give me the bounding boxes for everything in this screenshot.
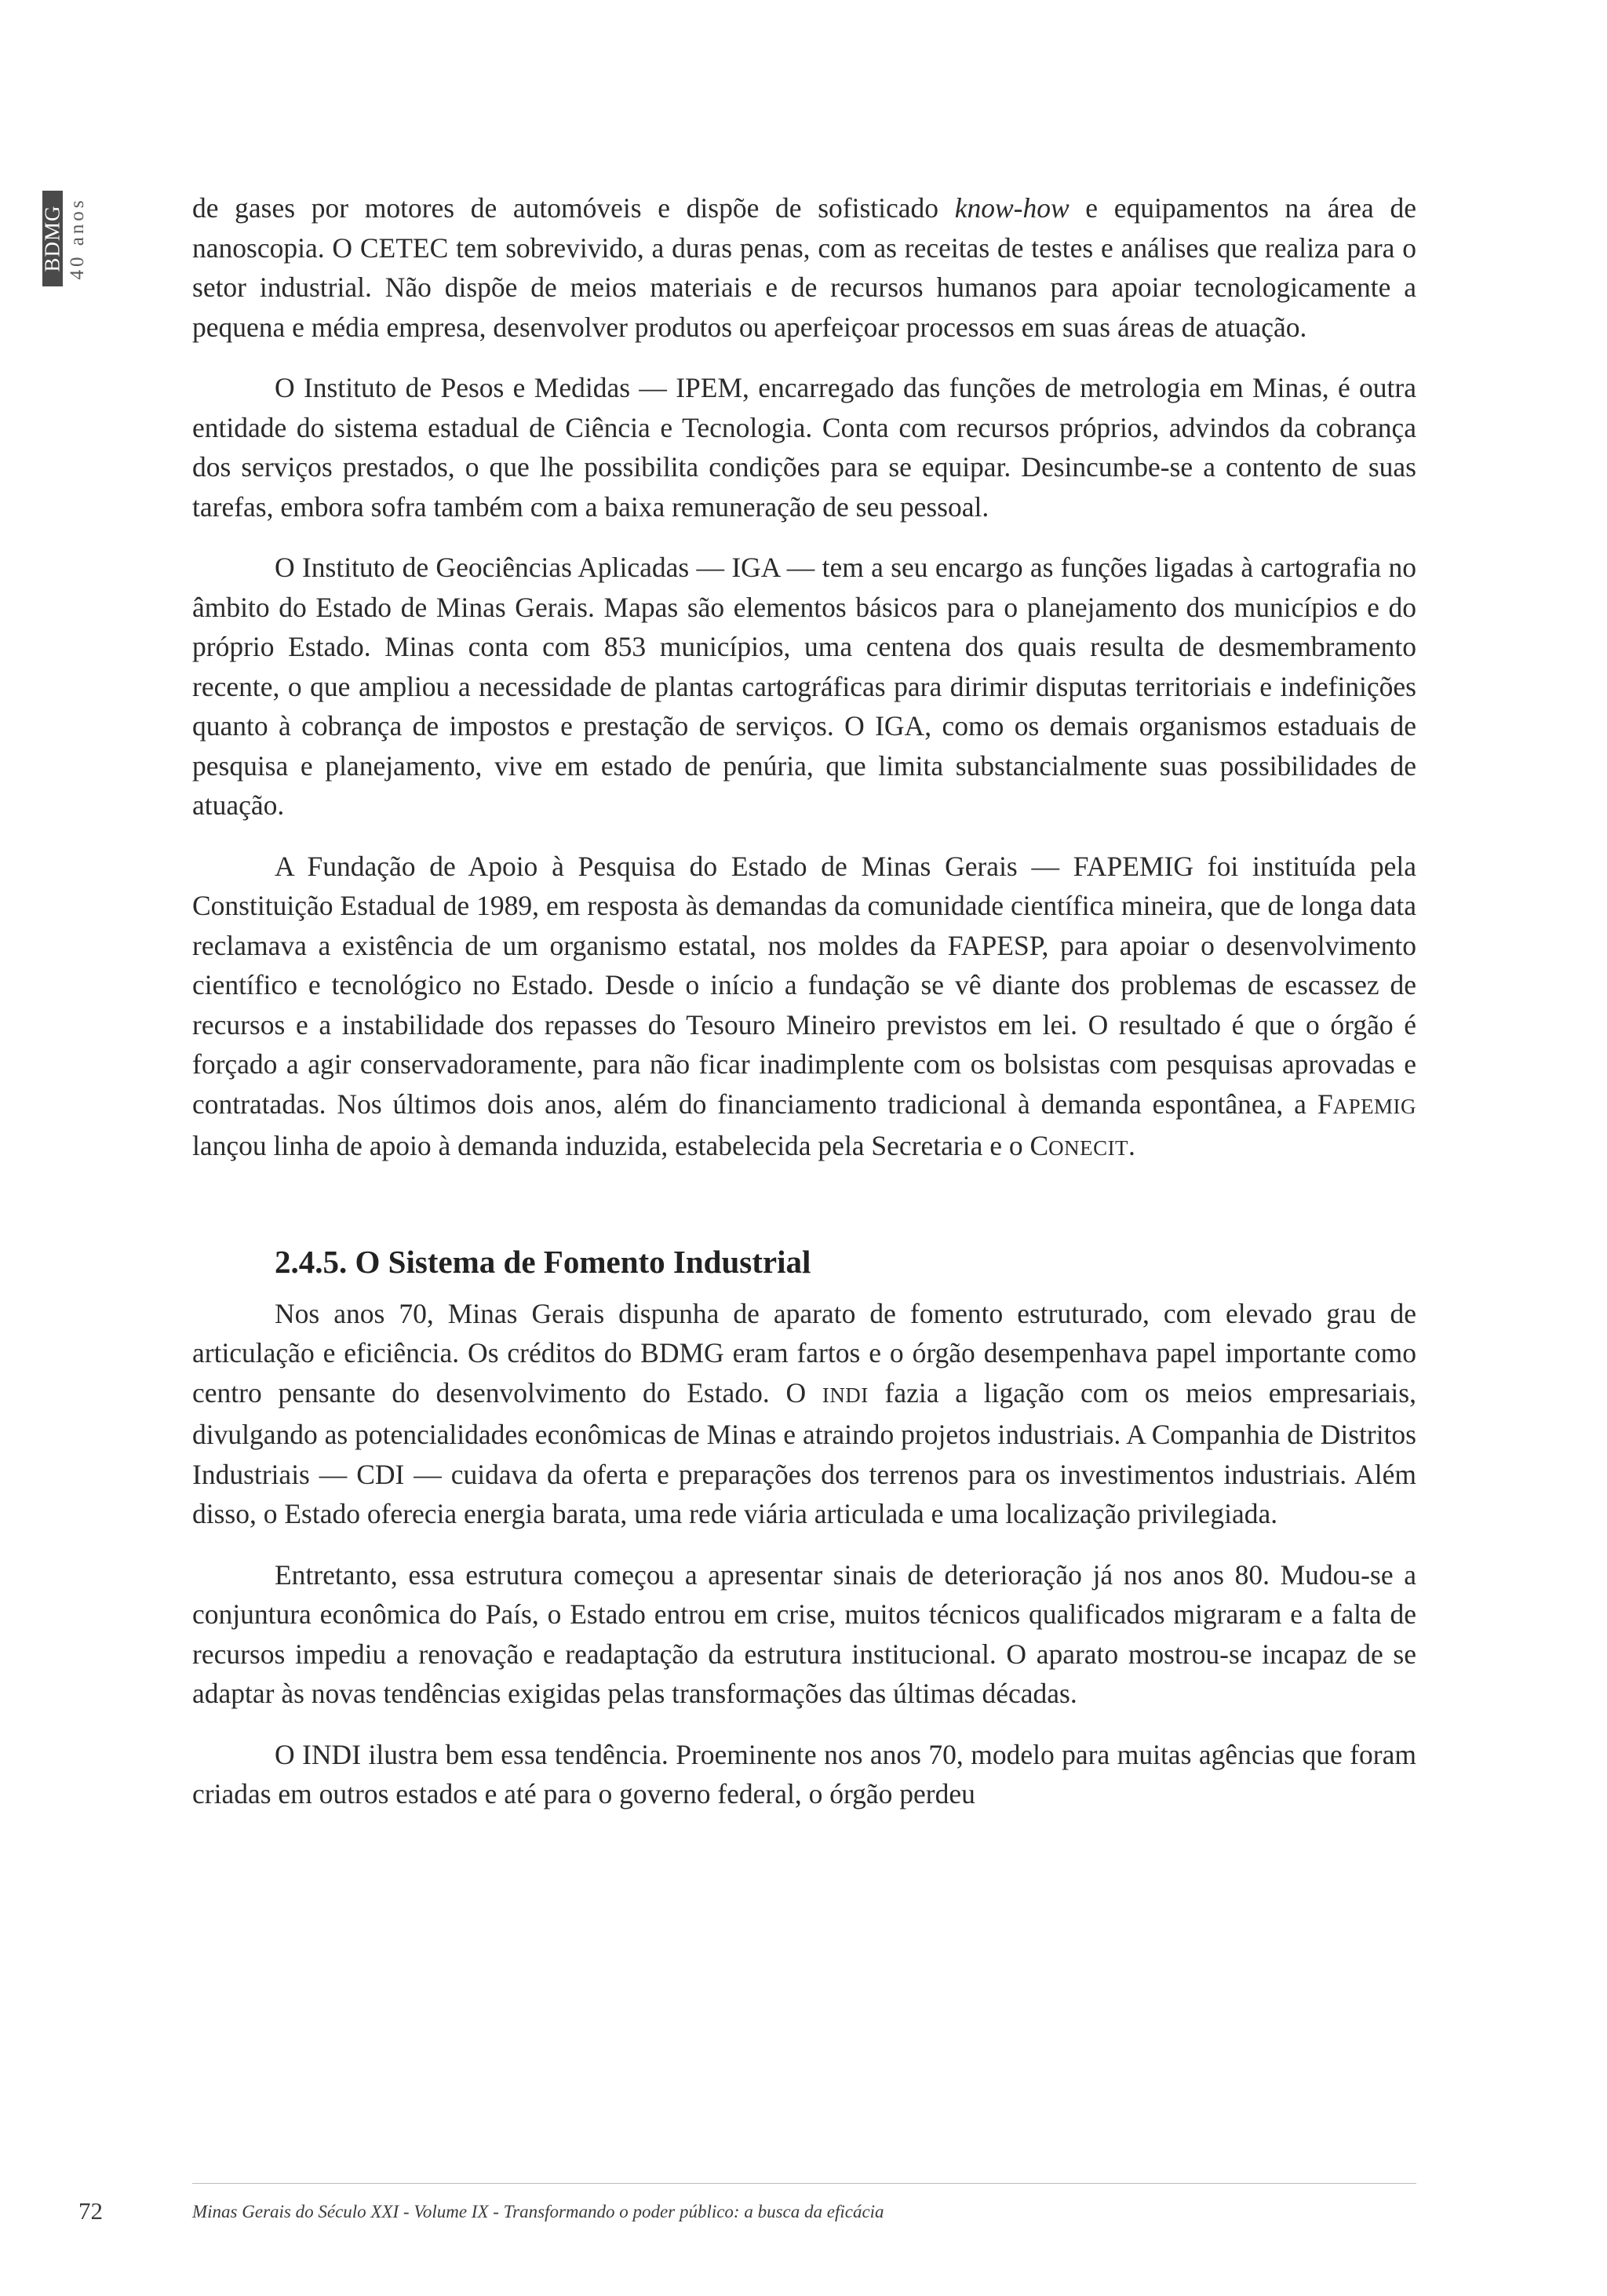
text-run: 2.4.5. O Sistema de Fomento Industrial (275, 1243, 811, 1280)
text-run: C (1029, 1130, 1049, 1161)
text-run: ONECIT (1048, 1136, 1129, 1160)
footer-rule (192, 2183, 1416, 2184)
paragraph-fapemig (192, 847, 1416, 1168)
text-run: O Instituto de Geociências Aplicadas — IGA — tem a seu encargo as funções ligadas à cartografia no âmbito do Estado de Minas Gerais. Mapas são elementos básicos para o planejamento dos municípios e do próprio Estado. Minas conta com 853 municípios, uma centena dos quais resulta de desmembramento recente, o que ampliou a necessidade de plantas cartográficas para dirimir disputas territoriais e indefinições quanto à cobrança de impostos e prestação de serviços. O IGA, como os demais organismos estaduais de pesquisa e planejamento, vive em estado de penúria, que limita substancialmente suas possibilidades de atuação. (192, 552, 1416, 821)
page-number: 72 (78, 2197, 103, 2225)
text-run: Entretanto, essa estrutura começou a apresentar sinais de deterioração já nos anos 80. Mudou-se a conjuntura econômica do País, o Estado entrou em crise, muitos técnicos qualificados migraram e a falta de recursos impediu a renovação e readaptação da estrutura institucional. O aparato mostrou-se incapaz de se adaptar às novas tendências exigidas pelas transformações das últimas décadas. (192, 1558, 1416, 1709)
paragraph-cetec (192, 188, 1416, 347)
text-run: fazia a ligação com os meios empresariais, divulgando as potencialidades econômicas de Minas e atraindo projetos industriais. A Companhia de Distritos Industriais — CDI — cuidava da oferta e preparações dos terrenos para os investimentos industriais. Além disso, o Estado oferecia energia barata, uma rede viária articulada e uma localização privilegiada. (192, 1376, 1416, 1529)
text-run: O Instituto de Pesos e Medidas — IPEM, encarregado das funções de metrologia em Minas, é outra entidade do sistema estadual de Ciência e Tecnologia. Conta com recursos próprios, advindos da cobrança dos serviços prestados, o que lhe possibilita condições para se equipar. Desincumbe-se a contento de suas tarefas, embora sofra também com a baixa remuneração de seu pessoal. (192, 372, 1416, 523)
paragraph-fomento-70s (192, 1294, 1416, 1534)
section-heading (275, 1241, 1416, 1283)
text-run: INDI (822, 1383, 869, 1407)
text-run: APEMIG (1332, 1094, 1416, 1118)
sidebar-years-block (67, 191, 88, 286)
paragraph-deterioracao (192, 1555, 1416, 1714)
paragraph-iga (192, 548, 1416, 825)
sidebar-mark (40, 191, 88, 286)
text-run: lançou linha de apoio à demanda induzida, estabelecida pela Secretaria e o (192, 1130, 1030, 1161)
text-run: A Fundação de Apoio à Pesquisa do Estado de Minas Gerais — FAPEMIG foi instituída pela Constituição Estadual de 1989, em resposta às demandas da comunidade científica mineira, que de longa data reclamava a existência de um organismo estatal, nos moldes da FAPESP, para apoiar o desenvolvimento científico e tecnológico no Estado. Desde o início a fundação se vê diante dos problemas de escassez de recursos e a instabilidade dos repasses do Tesouro Mineiro previstos em lei. O resultado é que o órgão é forçado a agir conservadoramente, para não ficar inadimplente com os bolsistas com pesquisas aprovadas e contratadas. Nos últimos dois anos, além do financiamento tradicional à demanda espontânea, a (192, 850, 1416, 1120)
text-run: O INDI ilustra bem essa tendência. Proeminente nos anos 70, modelo para muitas agências que foram criadas em outros estados e até para o governo federal, o órgão perdeu (192, 1738, 1416, 1809)
body-text (192, 188, 1416, 1835)
text-run: F (1317, 1088, 1333, 1120)
sidebar-brand-text: BDMG (40, 205, 64, 272)
text-run: de gases por motores de automóveis e dispõe de sofisticado (192, 192, 955, 224)
text-run: . (1128, 1130, 1135, 1161)
paragraph-indi (192, 1735, 1416, 1814)
text-run: e equipamentos na área de nanoscopia. O CETEC tem sobrevivido, a duras penas, com as receitas de testes e análises que realiza para o setor industrial. Não dispõe de meios materiais e de recursos humanos para apoiar tecnologicamente a pequena e média empresa, desenvolver produtos ou aperfeiçoar processos em suas áreas de atuação. (192, 192, 1416, 343)
footer-title: Minas Gerais do Século XXI - Volume IX - Transformando o poder público: a busca da eficácia (192, 2202, 884, 2221)
sidebar-years-text: 40 anos (67, 197, 88, 280)
text-run: Nos anos 70, Minas Gerais dispunha de aparato de fomento estruturado, com elevado grau de articulação e eficiência. Os créditos do BDMG eram fartos e o órgão desempenhava papel importante como centro pensante do desenvolvimento do Estado. O (192, 1297, 1416, 1409)
paragraph-ipem (192, 368, 1416, 527)
text-run: know-how (954, 192, 1070, 224)
sidebar-brand-block (42, 191, 63, 286)
